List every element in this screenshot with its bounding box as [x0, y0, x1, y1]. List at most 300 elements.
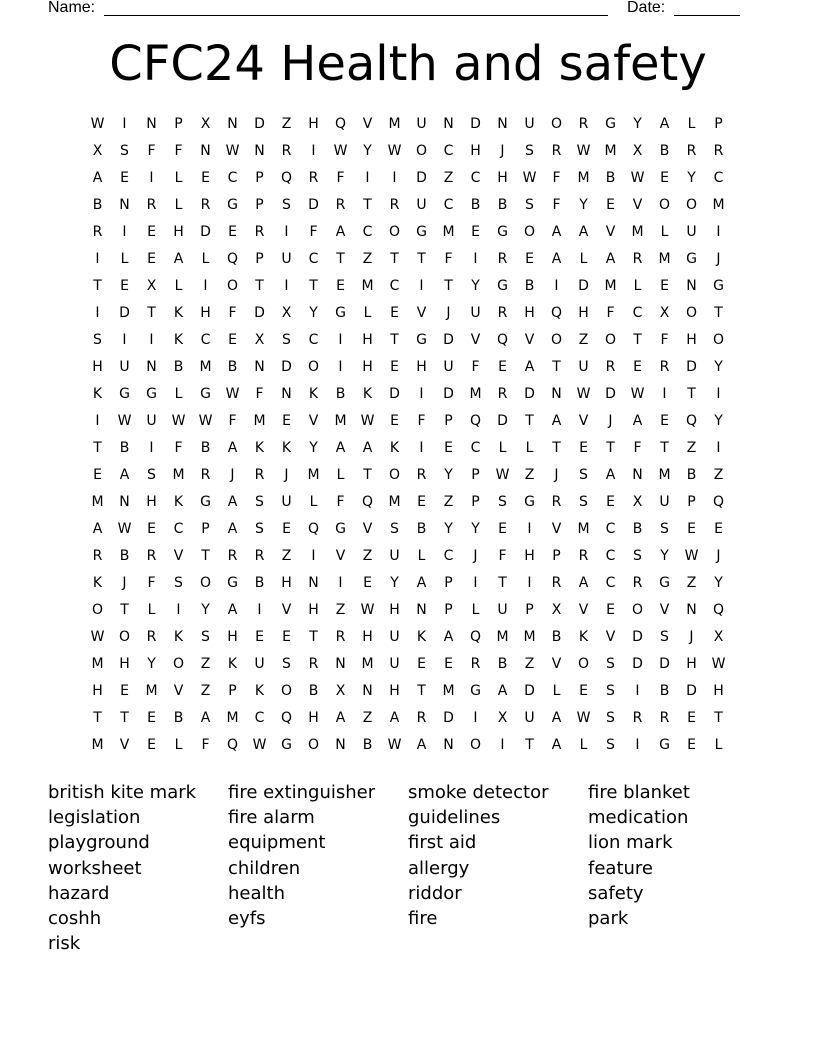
- grid-letter[interactable]: S: [606, 737, 615, 753]
- grid-letter[interactable]: S: [255, 521, 264, 537]
- grid-letter[interactable]: B: [308, 683, 319, 699]
- grid-letter[interactable]: M: [334, 413, 347, 429]
- grid-letter[interactable]: A: [335, 440, 346, 456]
- grid-letter[interactable]: E: [687, 737, 696, 753]
- grid-letter[interactable]: I: [716, 224, 721, 240]
- grid-letter[interactable]: T: [93, 710, 102, 726]
- grid-letter[interactable]: A: [497, 683, 508, 699]
- grid-letter[interactable]: D: [443, 332, 454, 348]
- grid-letter[interactable]: T: [525, 737, 534, 753]
- grid-letter[interactable]: P: [255, 170, 264, 186]
- grid-letter[interactable]: S: [282, 332, 291, 348]
- grid-letter[interactable]: U: [578, 359, 589, 375]
- grid-letter[interactable]: I: [338, 332, 343, 348]
- grid-letter[interactable]: V: [551, 521, 562, 537]
- grid-letter[interactable]: R: [605, 359, 616, 375]
- grid-letter[interactable]: G: [200, 494, 211, 510]
- grid-letter[interactable]: M: [226, 710, 239, 726]
- grid-letter[interactable]: N: [686, 602, 697, 618]
- grid-letter[interactable]: E: [687, 710, 696, 726]
- grid-letter[interactable]: T: [93, 278, 102, 294]
- grid-letter[interactable]: G: [524, 494, 535, 510]
- grid-letter[interactable]: C: [227, 170, 238, 186]
- grid-letter[interactable]: U: [281, 251, 292, 267]
- grid-letter[interactable]: K: [173, 629, 184, 645]
- grid-letter[interactable]: Q: [280, 170, 293, 186]
- grid-letter[interactable]: R: [254, 224, 265, 240]
- grid-letter[interactable]: J: [554, 467, 559, 483]
- grid-letter[interactable]: Z: [686, 440, 697, 456]
- grid-letter[interactable]: A: [173, 251, 184, 267]
- grid-letter[interactable]: Z: [524, 467, 535, 483]
- grid-letter[interactable]: X: [713, 629, 724, 645]
- grid-letter[interactable]: R: [335, 197, 346, 213]
- grid-letter[interactable]: O: [550, 116, 563, 132]
- grid-letter[interactable]: I: [473, 251, 478, 267]
- grid-letter[interactable]: D: [632, 629, 643, 645]
- grid-letter[interactable]: F: [174, 440, 183, 456]
- grid-letter[interactable]: Q: [712, 494, 725, 510]
- grid-letter[interactable]: E: [687, 521, 696, 537]
- grid-letter[interactable]: D: [389, 386, 400, 402]
- grid-letter[interactable]: T: [714, 710, 723, 726]
- grid-letter[interactable]: W: [387, 143, 402, 159]
- grid-letter[interactable]: A: [551, 251, 562, 267]
- grid-letter[interactable]: S: [579, 467, 588, 483]
- grid-letter[interactable]: E: [228, 332, 237, 348]
- grid-letter[interactable]: L: [417, 548, 426, 564]
- grid-letter[interactable]: B: [524, 278, 535, 294]
- grid-letter[interactable]: I: [635, 683, 640, 699]
- grid-letter[interactable]: I: [662, 386, 667, 402]
- grid-letter[interactable]: P: [471, 467, 480, 483]
- grid-letter[interactable]: V: [524, 332, 535, 348]
- grid-letter[interactable]: A: [119, 467, 130, 483]
- grid-letter[interactable]: D: [119, 305, 130, 321]
- grid-letter[interactable]: W: [630, 170, 645, 186]
- grid-letter[interactable]: T: [93, 440, 102, 456]
- grid-letter[interactable]: U: [686, 224, 697, 240]
- grid-letter[interactable]: I: [203, 278, 208, 294]
- grid-letter[interactable]: I: [419, 440, 424, 456]
- grid-letter[interactable]: P: [255, 251, 264, 267]
- grid-letter[interactable]: E: [147, 710, 156, 726]
- grid-letter[interactable]: F: [417, 413, 426, 429]
- grid-letter[interactable]: T: [390, 251, 399, 267]
- grid-letter[interactable]: P: [228, 683, 237, 699]
- grid-letter[interactable]: A: [92, 521, 103, 537]
- grid-letter[interactable]: T: [363, 197, 372, 213]
- grid-letter[interactable]: D: [470, 116, 481, 132]
- grid-letter[interactable]: A: [632, 413, 643, 429]
- grid-letter[interactable]: R: [146, 548, 157, 564]
- grid-letter[interactable]: D: [308, 197, 319, 213]
- grid-letter[interactable]: M: [361, 278, 374, 294]
- grid-letter[interactable]: J: [230, 467, 235, 483]
- grid-letter[interactable]: W: [576, 710, 591, 726]
- grid-letter[interactable]: R: [200, 197, 211, 213]
- grid-letter[interactable]: M: [442, 683, 455, 699]
- grid-letter[interactable]: N: [632, 467, 643, 483]
- grid-letter[interactable]: E: [417, 656, 426, 672]
- grid-letter[interactable]: F: [201, 737, 210, 753]
- grid-letter[interactable]: H: [308, 710, 319, 726]
- grid-letter[interactable]: R: [713, 143, 724, 159]
- grid-letter[interactable]: W: [225, 386, 240, 402]
- grid-letter[interactable]: B: [227, 359, 238, 375]
- grid-letter[interactable]: E: [498, 359, 507, 375]
- grid-letter[interactable]: R: [497, 386, 508, 402]
- grid-letter[interactable]: L: [579, 737, 588, 753]
- grid-letter[interactable]: F: [471, 359, 480, 375]
- grid-letter[interactable]: E: [93, 467, 102, 483]
- grid-letter[interactable]: F: [255, 386, 264, 402]
- grid-letter[interactable]: E: [417, 494, 426, 510]
- grid-letter[interactable]: Y: [660, 548, 669, 564]
- grid-letter[interactable]: R: [281, 143, 292, 159]
- grid-letter[interactable]: M: [361, 656, 374, 672]
- grid-letter[interactable]: F: [228, 305, 237, 321]
- grid-letter[interactable]: M: [172, 467, 185, 483]
- grid-letter[interactable]: K: [308, 386, 319, 402]
- grid-letter[interactable]: A: [227, 521, 238, 537]
- grid-letter[interactable]: A: [335, 710, 346, 726]
- grid-letter[interactable]: E: [228, 224, 237, 240]
- grid-letter[interactable]: E: [147, 224, 156, 240]
- grid-letter[interactable]: E: [147, 251, 156, 267]
- grid-letter[interactable]: N: [146, 359, 157, 375]
- grid-letter[interactable]: H: [524, 305, 535, 321]
- grid-letter[interactable]: H: [497, 170, 508, 186]
- grid-letter[interactable]: E: [714, 521, 723, 537]
- grid-letter[interactable]: V: [632, 197, 643, 213]
- grid-letter[interactable]: V: [470, 332, 481, 348]
- grid-letter[interactable]: W: [576, 386, 591, 402]
- grid-letter[interactable]: G: [146, 386, 157, 402]
- grid-letter[interactable]: W: [522, 170, 537, 186]
- grid-letter[interactable]: I: [311, 548, 316, 564]
- grid-letter[interactable]: E: [444, 656, 453, 672]
- grid-letter[interactable]: E: [120, 278, 129, 294]
- grid-letter[interactable]: T: [525, 413, 534, 429]
- grid-letter[interactable]: K: [227, 656, 238, 672]
- grid-letter[interactable]: U: [524, 116, 535, 132]
- grid-letter[interactable]: V: [308, 413, 319, 429]
- grid-letter[interactable]: O: [280, 683, 293, 699]
- grid-letter[interactable]: T: [498, 575, 507, 591]
- grid-letter[interactable]: I: [284, 278, 289, 294]
- grid-letter[interactable]: B: [200, 440, 211, 456]
- grid-letter[interactable]: H: [524, 548, 535, 564]
- grid-letter[interactable]: S: [660, 629, 669, 645]
- grid-letter[interactable]: C: [605, 521, 616, 537]
- grid-letter[interactable]: C: [443, 197, 454, 213]
- grid-letter[interactable]: D: [686, 683, 697, 699]
- grid-letter[interactable]: J: [473, 548, 478, 564]
- grid-letter[interactable]: B: [335, 386, 346, 402]
- grid-letter[interactable]: U: [416, 197, 427, 213]
- grid-letter[interactable]: R: [200, 467, 211, 483]
- grid-letter[interactable]: E: [606, 197, 615, 213]
- grid-letter[interactable]: F: [552, 197, 561, 213]
- grid-letter[interactable]: L: [174, 737, 183, 753]
- grid-letter[interactable]: V: [362, 116, 373, 132]
- grid-letter[interactable]: F: [336, 494, 345, 510]
- name-blank-line[interactable]: [104, 15, 608, 16]
- grid-letter[interactable]: P: [174, 116, 183, 132]
- grid-letter[interactable]: N: [497, 116, 508, 132]
- grid-letter[interactable]: C: [470, 170, 481, 186]
- grid-letter[interactable]: S: [282, 197, 291, 213]
- grid-letter[interactable]: B: [362, 737, 373, 753]
- grid-letter[interactable]: U: [254, 656, 265, 672]
- grid-letter[interactable]: R: [470, 656, 481, 672]
- grid-letter[interactable]: Q: [469, 413, 482, 429]
- grid-letter[interactable]: Q: [226, 737, 239, 753]
- grid-letter[interactable]: H: [362, 359, 373, 375]
- grid-letter[interactable]: L: [309, 494, 318, 510]
- grid-letter[interactable]: M: [523, 629, 536, 645]
- grid-letter[interactable]: A: [659, 116, 670, 132]
- grid-letter[interactable]: T: [444, 278, 453, 294]
- grid-letter[interactable]: J: [716, 251, 721, 267]
- grid-letter[interactable]: R: [389, 197, 400, 213]
- grid-letter[interactable]: N: [551, 386, 562, 402]
- grid-letter[interactable]: T: [309, 278, 318, 294]
- grid-letter[interactable]: G: [605, 116, 616, 132]
- grid-letter[interactable]: H: [92, 683, 103, 699]
- grid-letter[interactable]: F: [552, 170, 561, 186]
- grid-letter[interactable]: N: [416, 602, 427, 618]
- grid-letter[interactable]: Q: [334, 116, 347, 132]
- grid-letter[interactable]: Y: [444, 467, 453, 483]
- grid-letter[interactable]: B: [119, 440, 130, 456]
- grid-letter[interactable]: P: [255, 197, 264, 213]
- grid-letter[interactable]: L: [201, 251, 210, 267]
- grid-letter[interactable]: Z: [200, 683, 211, 699]
- grid-letter[interactable]: I: [392, 170, 397, 186]
- grid-letter[interactable]: E: [147, 521, 156, 537]
- grid-letter[interactable]: Y: [309, 305, 318, 321]
- grid-letter[interactable]: W: [495, 467, 510, 483]
- grid-letter[interactable]: Y: [390, 575, 399, 591]
- grid-letter[interactable]: F: [633, 440, 642, 456]
- grid-letter[interactable]: W: [117, 521, 132, 537]
- grid-letter[interactable]: F: [147, 143, 156, 159]
- grid-letter[interactable]: B: [416, 521, 427, 537]
- grid-letter[interactable]: G: [200, 386, 211, 402]
- grid-letter[interactable]: O: [550, 332, 563, 348]
- grid-letter[interactable]: W: [630, 386, 645, 402]
- grid-letter[interactable]: S: [525, 197, 534, 213]
- grid-letter[interactable]: B: [497, 197, 508, 213]
- grid-letter[interactable]: L: [579, 251, 588, 267]
- grid-letter[interactable]: N: [146, 116, 157, 132]
- grid-letter[interactable]: Z: [524, 656, 535, 672]
- grid-letter[interactable]: I: [527, 575, 532, 591]
- grid-letter[interactable]: G: [227, 197, 238, 213]
- grid-letter[interactable]: L: [120, 251, 129, 267]
- grid-letter[interactable]: S: [390, 521, 399, 537]
- grid-letter[interactable]: Y: [201, 602, 210, 618]
- grid-letter[interactable]: T: [714, 305, 723, 321]
- grid-letter[interactable]: O: [577, 656, 590, 672]
- grid-letter[interactable]: A: [416, 737, 427, 753]
- grid-letter[interactable]: Z: [200, 656, 211, 672]
- grid-letter[interactable]: X: [632, 143, 643, 159]
- grid-letter[interactable]: G: [497, 224, 508, 240]
- grid-letter[interactable]: K: [416, 629, 427, 645]
- grid-letter[interactable]: O: [712, 332, 725, 348]
- grid-letter[interactable]: V: [416, 305, 427, 321]
- grid-letter[interactable]: Z: [686, 575, 697, 591]
- grid-letter[interactable]: E: [282, 629, 291, 645]
- grid-letter[interactable]: F: [498, 548, 507, 564]
- grid-letter[interactable]: L: [174, 170, 183, 186]
- grid-letter[interactable]: N: [443, 116, 454, 132]
- grid-letter[interactable]: J: [608, 413, 613, 429]
- grid-letter[interactable]: S: [93, 332, 102, 348]
- grid-letter[interactable]: R: [551, 494, 562, 510]
- grid-letter[interactable]: L: [633, 278, 642, 294]
- grid-letter[interactable]: B: [659, 143, 670, 159]
- grid-letter[interactable]: O: [631, 602, 644, 618]
- grid-letter[interactable]: L: [714, 737, 723, 753]
- grid-letter[interactable]: Q: [712, 602, 725, 618]
- grid-letter[interactable]: H: [686, 656, 697, 672]
- grid-letter[interactable]: U: [416, 116, 427, 132]
- grid-letter[interactable]: L: [174, 386, 183, 402]
- grid-letter[interactable]: S: [633, 548, 642, 564]
- grid-letter[interactable]: H: [146, 494, 157, 510]
- grid-letter[interactable]: H: [281, 575, 292, 591]
- grid-letter[interactable]: R: [551, 143, 562, 159]
- grid-letter[interactable]: M: [658, 467, 671, 483]
- grid-letter[interactable]: R: [632, 251, 643, 267]
- grid-letter[interactable]: H: [713, 683, 724, 699]
- grid-letter[interactable]: I: [635, 737, 640, 753]
- grid-letter[interactable]: U: [524, 710, 535, 726]
- grid-letter[interactable]: R: [254, 548, 265, 564]
- grid-letter[interactable]: A: [551, 737, 562, 753]
- grid-letter[interactable]: O: [118, 629, 131, 645]
- grid-letter[interactable]: R: [308, 656, 319, 672]
- grid-letter[interactable]: M: [658, 251, 671, 267]
- grid-letter[interactable]: Z: [362, 710, 373, 726]
- grid-letter[interactable]: K: [92, 575, 103, 591]
- grid-letter[interactable]: O: [685, 305, 698, 321]
- grid-letter[interactable]: O: [388, 467, 401, 483]
- grid-letter[interactable]: Z: [578, 332, 589, 348]
- grid-letter[interactable]: M: [145, 683, 158, 699]
- grid-letter[interactable]: Y: [579, 197, 588, 213]
- grid-letter[interactable]: J: [446, 305, 451, 321]
- grid-letter[interactable]: M: [577, 521, 590, 537]
- grid-letter[interactable]: I: [554, 278, 559, 294]
- grid-letter[interactable]: R: [308, 170, 319, 186]
- grid-letter[interactable]: T: [390, 332, 399, 348]
- grid-letter[interactable]: R: [92, 548, 103, 564]
- grid-letter[interactable]: K: [389, 440, 400, 456]
- grid-letter[interactable]: E: [606, 494, 615, 510]
- grid-letter[interactable]: B: [119, 548, 130, 564]
- grid-letter[interactable]: U: [389, 629, 400, 645]
- grid-letter[interactable]: H: [389, 683, 400, 699]
- grid-letter[interactable]: K: [92, 386, 103, 402]
- grid-letter[interactable]: B: [632, 521, 643, 537]
- grid-letter[interactable]: P: [525, 602, 534, 618]
- grid-letter[interactable]: M: [91, 737, 104, 753]
- grid-letter[interactable]: R: [497, 251, 508, 267]
- grid-letter[interactable]: S: [525, 143, 534, 159]
- grid-letter[interactable]: G: [416, 332, 427, 348]
- grid-letter[interactable]: G: [281, 737, 292, 753]
- grid-letter[interactable]: F: [147, 575, 156, 591]
- grid-letter[interactable]: R: [578, 116, 589, 132]
- grid-letter[interactable]: H: [362, 332, 373, 348]
- grid-letter[interactable]: X: [200, 116, 211, 132]
- grid-letter[interactable]: Z: [362, 251, 373, 267]
- grid-letter[interactable]: J: [689, 629, 694, 645]
- grid-letter[interactable]: Y: [714, 575, 723, 591]
- grid-letter[interactable]: D: [200, 224, 211, 240]
- grid-letter[interactable]: K: [173, 332, 184, 348]
- grid-letter[interactable]: G: [470, 683, 481, 699]
- grid-letter[interactable]: P: [444, 602, 453, 618]
- grid-letter[interactable]: A: [362, 440, 373, 456]
- grid-letter[interactable]: G: [335, 521, 346, 537]
- grid-letter[interactable]: I: [122, 224, 127, 240]
- grid-letter[interactable]: D: [416, 170, 427, 186]
- grid-letter[interactable]: W: [252, 737, 267, 753]
- grid-letter[interactable]: G: [686, 251, 697, 267]
- grid-letter[interactable]: A: [227, 602, 238, 618]
- grid-letter[interactable]: W: [117, 413, 132, 429]
- grid-letter[interactable]: C: [362, 224, 373, 240]
- grid-letter[interactable]: U: [119, 359, 130, 375]
- grid-letter[interactable]: E: [660, 413, 669, 429]
- grid-letter[interactable]: L: [687, 116, 696, 132]
- grid-letter[interactable]: U: [389, 548, 400, 564]
- grid-letter[interactable]: H: [416, 359, 427, 375]
- grid-letter[interactable]: C: [605, 548, 616, 564]
- grid-letter[interactable]: Y: [444, 521, 453, 537]
- grid-letter[interactable]: I: [473, 575, 478, 591]
- grid-letter[interactable]: D: [254, 116, 265, 132]
- grid-letter[interactable]: S: [498, 494, 507, 510]
- grid-letter[interactable]: Q: [496, 332, 509, 348]
- grid-letter[interactable]: R: [632, 575, 643, 591]
- grid-letter[interactable]: S: [147, 467, 156, 483]
- grid-letter[interactable]: H: [308, 602, 319, 618]
- grid-letter[interactable]: D: [281, 359, 292, 375]
- grid-letter[interactable]: I: [149, 440, 154, 456]
- grid-letter[interactable]: E: [525, 251, 534, 267]
- grid-letter[interactable]: E: [336, 278, 345, 294]
- grid-letter[interactable]: Z: [281, 548, 292, 564]
- grid-letter[interactable]: N: [254, 359, 265, 375]
- grid-letter[interactable]: E: [498, 521, 507, 537]
- grid-letter[interactable]: M: [712, 197, 725, 213]
- grid-letter[interactable]: O: [199, 575, 212, 591]
- grid-letter[interactable]: O: [388, 224, 401, 240]
- grid-letter[interactable]: R: [335, 629, 346, 645]
- grid-letter[interactable]: O: [658, 197, 671, 213]
- grid-letter[interactable]: C: [605, 575, 616, 591]
- grid-letter[interactable]: C: [173, 521, 184, 537]
- grid-letter[interactable]: T: [687, 386, 696, 402]
- grid-letter[interactable]: E: [660, 170, 669, 186]
